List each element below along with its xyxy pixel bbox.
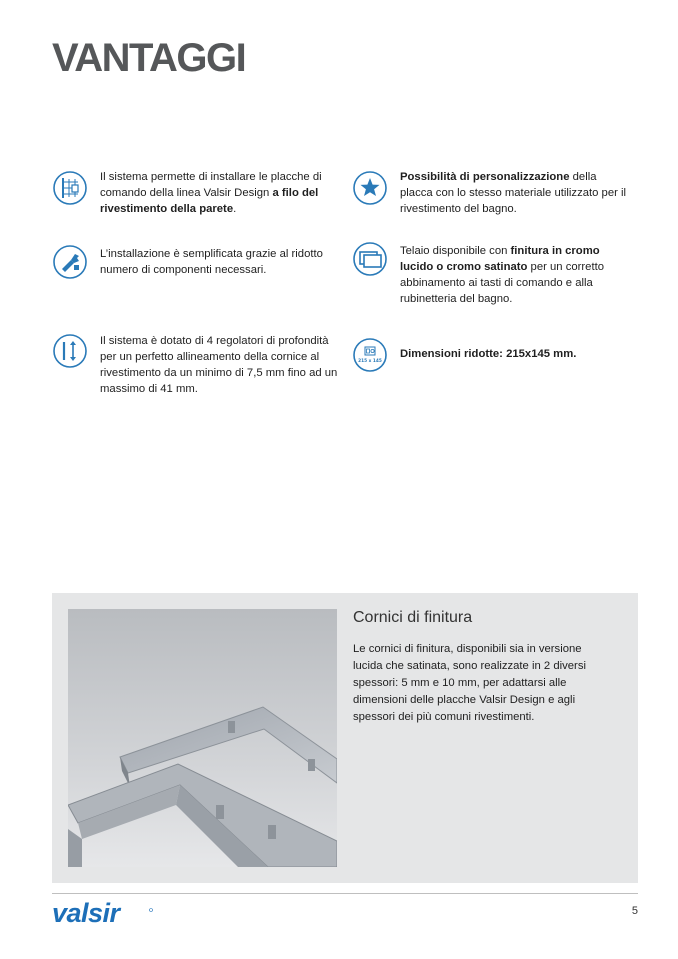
feature-flush-text: Il sistema permette di installare le placche di comando della linea Valsir Design: [100, 171, 322, 199]
feature-customization-text: della placca con lo stesso materiale utilizzato per il rivestimento del bagno.: [400, 171, 627, 215]
feature-flush-end: .: [233, 203, 237, 215]
page-title: VANTAGGI: [52, 36, 246, 80]
footer-divider: [52, 893, 638, 894]
feature-frame-bold: finitura in cromo lucido o cromo satinato: [400, 245, 600, 273]
feature-flush-bold: a filo del rivestimento della parete: [100, 187, 319, 215]
feature-depth: [52, 333, 342, 397]
feature-frame-end: per un corretto abbinamento ai tasti di comando e alla rubinetteria del bagno.: [400, 261, 605, 305]
feature-depth-text: Il sistema è dotato di 4 regolatori di profondità per un perfetto allineamento della cornice al rivestimento da un minimo di 7,5 mm fino ad un massimo di 41 mm.: [100, 335, 338, 395]
panel-title: Cornici di finitura: [353, 609, 473, 626]
installation-tool-icon: [52, 244, 88, 280]
frames-panel: [52, 593, 638, 883]
feature-dimensions: [352, 337, 632, 373]
feature-frame-text: Telaio disponibile con: [400, 245, 511, 257]
page-number: 5: [631, 905, 638, 917]
feature-customization: [352, 169, 632, 217]
logo-text: valsir: [52, 898, 120, 928]
star-icon: [352, 170, 388, 206]
feature-dimensions-bold: Dimensioni ridotte: 215x145 mm.: [400, 348, 577, 360]
feature-installation: [52, 246, 342, 280]
dimensions-icon-label: 215 x 145: [358, 359, 382, 364]
valsir-logo: [52, 898, 154, 928]
flush-mount-plate-icon: [52, 170, 88, 206]
frames-photo: [68, 609, 337, 867]
feature-installation-text: L’installazione è semplificata grazie al ridotto numero di componenti necessari.: [100, 248, 323, 276]
frame-finish-icon: [352, 241, 388, 277]
panel-body: Le cornici di finitura, disponibili sia in versione lucida che satinata, sono realizzate in 2 diversi spessori: 5 mm e 10 mm, per adattarsi alle dimensioni delle placche Valsir Design e agli spessori dei più comuni rivestimenti.: [353, 643, 586, 723]
dimensions-icon: [352, 337, 388, 373]
feature-customization-bold: Possibilità di personalizzazione: [400, 171, 570, 183]
feature-flush-mount: [52, 169, 342, 217]
depth-adjust-icon: [52, 333, 88, 369]
feature-frame-finish: [352, 243, 632, 307]
